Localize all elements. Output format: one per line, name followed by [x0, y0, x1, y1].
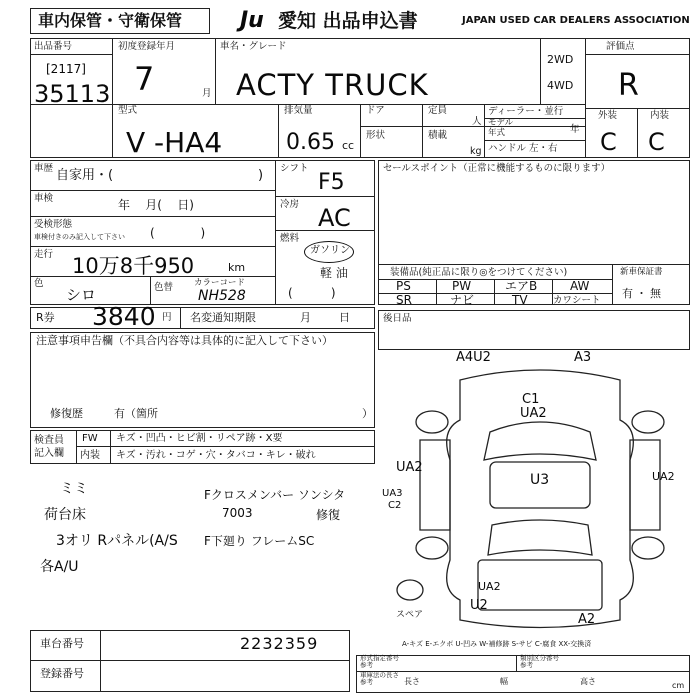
model-label: 車名・グレード	[220, 41, 287, 52]
fuel-label: 燃料	[280, 233, 300, 244]
receipt-note: 車検付きのみ記入して下さい	[34, 233, 125, 241]
displacement-value: 0.65	[286, 130, 335, 155]
mark-u2: U2	[470, 598, 488, 613]
receipt-label: 受検形態	[34, 219, 73, 230]
interior-label: 内装	[80, 450, 100, 461]
ac-label: 冷房	[280, 199, 300, 210]
mark-u3: U3	[530, 472, 550, 488]
color-value: シロ	[66, 286, 97, 304]
receipt-parens: ( )	[150, 226, 206, 240]
height-label: 高さ	[580, 677, 596, 686]
displacement-label: 排気量	[284, 105, 313, 116]
r-label: R券	[36, 311, 55, 324]
sales-label: セールスポイント（正常に機能するものに限ります）	[383, 163, 611, 174]
mark-ua3: UA3	[382, 488, 403, 499]
length-label: 長さ	[404, 677, 420, 686]
type-label: 型式	[118, 105, 138, 116]
fuel-value: ガソリン	[310, 245, 350, 256]
handle-label: ハンドル 左・右	[488, 143, 558, 154]
drive-4wd: 4WD	[547, 79, 574, 92]
repair-value: 有（箇所	[114, 407, 158, 420]
mark-a4u2: A4U2	[456, 350, 491, 365]
note-right-4: 修復	[316, 508, 341, 522]
ac-value: AC	[318, 204, 351, 232]
equip-aw: AW	[570, 279, 590, 293]
usage-close: )	[258, 168, 264, 183]
inspection-label: 車検	[34, 193, 54, 204]
note-line-4: 各A/U	[40, 559, 79, 575]
equipment-title: 装備品(純正品に限り◎をつけてください)	[390, 267, 568, 278]
color-num-label: 色替	[154, 282, 174, 293]
mark-ua2-top: UA2	[520, 406, 547, 421]
storage-badge-text: 車内保管・守衛保管	[38, 11, 183, 30]
usage-label: 車歴	[34, 163, 54, 174]
mileage-unit: km	[228, 261, 246, 274]
note-line-1: ミミ	[60, 481, 88, 497]
chassis-value: 2232359	[240, 634, 319, 653]
equip-leather: カワシート	[553, 295, 601, 306]
note-right-3: F下廻り フレームSC	[204, 534, 315, 548]
ext-label: 外装	[598, 110, 618, 121]
cm-unit: cm	[672, 681, 685, 690]
fuel-other: ( )	[288, 286, 336, 300]
model-value: ACTY TRUCK	[236, 68, 429, 102]
transfer-value: 月 日	[300, 311, 350, 324]
ext-value: C	[600, 128, 617, 156]
grade-label: 評価点	[606, 41, 635, 52]
note-line-2: 荷台床	[44, 507, 86, 523]
lot-number: 35113	[34, 80, 111, 108]
spare-label: スペア	[396, 610, 424, 620]
equip-navi: ナビ	[450, 293, 475, 307]
yen-unit: 円	[162, 312, 172, 323]
usage-value: 自家用・(	[56, 168, 114, 183]
drive-2wd: 2WD	[547, 53, 574, 66]
rear-label: 後日品	[383, 313, 412, 324]
month-unit: 月	[202, 88, 212, 99]
mileage-value: 10万8千950	[72, 254, 195, 278]
rear-items-frame	[378, 310, 690, 350]
interior-items: キズ・汚れ・コゲ・穴・タバコ・キレ・破れ	[116, 450, 316, 461]
equip-tv: TV	[512, 293, 528, 307]
fw-items: キズ・凹凸・ヒビ割・リペア跡・X要	[116, 433, 283, 444]
note-right-1: Fクロスメンバー ソンシタ	[204, 488, 346, 502]
mark-ua2-right: UA2	[652, 470, 675, 483]
grade-value: R	[618, 68, 639, 103]
fuel-diesel: 軽 油	[320, 266, 348, 280]
int-label: 内装	[650, 110, 670, 121]
equip-sr: SR	[396, 293, 412, 307]
type-value: V -HA4	[126, 126, 223, 159]
lot-small: [2117]	[46, 62, 86, 76]
equip-ps: PS	[396, 279, 411, 293]
equip-pw: PW	[452, 279, 472, 293]
inspection-value: 年 月( 日)	[118, 198, 194, 212]
association-name: JAPAN USED CAR DEALERS ASSOCIATION	[462, 15, 690, 26]
r-value: 3840	[92, 302, 156, 331]
reg-label: 登録番号	[40, 667, 84, 680]
year-unit: 年	[570, 124, 580, 135]
color-code-value: NH528	[198, 288, 246, 304]
damage-legend: A-キズ E-エクボ U-凹み W-補修跡 S-サビ C-腐食 XX-交換済	[402, 640, 592, 648]
model-year-label: モデル 年式	[488, 118, 514, 138]
repair-label: 修復歴	[50, 407, 83, 420]
spec-label: 形式指定番号 参考	[360, 654, 399, 669]
fw-label: FW	[82, 433, 98, 444]
color-label: 色	[34, 278, 44, 289]
lot-label: 出品番号	[34, 41, 73, 52]
dealer-label: ディーラー・並行	[488, 106, 564, 117]
ju-logo: Ju	[240, 8, 264, 33]
shape-label: 形状	[366, 130, 386, 141]
mark-ua2-bottom: UA2	[478, 580, 501, 593]
doors-label: ドア	[366, 105, 385, 116]
shift-value: F5	[318, 170, 345, 195]
equip-airbag: エアB	[505, 279, 538, 293]
capacity-label: 定員	[428, 105, 448, 116]
first-reg-label: 初度登録年月	[118, 41, 176, 52]
note-line-3: 3オリ Rパネル(A/S	[56, 533, 178, 549]
dims-label: 車庫法の長さ 参考	[360, 671, 399, 686]
repair-close: ）	[362, 407, 373, 420]
width-label: 幅	[500, 677, 508, 686]
category-label: 類別区分番号 参考	[520, 654, 559, 669]
notes-title: 注意事項申告欄（不具合内容等は具体的に記入して下さい）	[36, 334, 333, 347]
int-value: C	[648, 128, 665, 156]
first-reg-value: 7	[134, 60, 155, 98]
mark-c1: C1	[522, 392, 540, 407]
chassis-label: 車台番号	[40, 637, 84, 650]
transfer-label: 名変通知期限	[190, 311, 256, 324]
mark-a3: A3	[574, 350, 592, 365]
form-title: 愛知 出品申込書	[278, 10, 418, 32]
mark-ua2-left: UA2	[396, 460, 423, 475]
mark-c2: C2	[388, 500, 402, 511]
note-right-2: 7003	[222, 506, 253, 520]
shift-label: シフト	[280, 163, 309, 174]
inspector-label: 検査員 記入欄	[34, 435, 64, 459]
color-code-label: カラーコード	[194, 278, 246, 288]
warranty-options: 有・無	[622, 287, 664, 300]
load-label: 積載	[428, 130, 448, 141]
cc-unit: cc	[342, 139, 355, 152]
mark-a2: A2	[578, 612, 596, 627]
new-warranty-label: 新車保証書	[620, 267, 663, 277]
persons-unit: 人	[472, 116, 482, 127]
mileage-label: 走行	[34, 249, 54, 260]
kg-unit: kg	[470, 146, 482, 157]
